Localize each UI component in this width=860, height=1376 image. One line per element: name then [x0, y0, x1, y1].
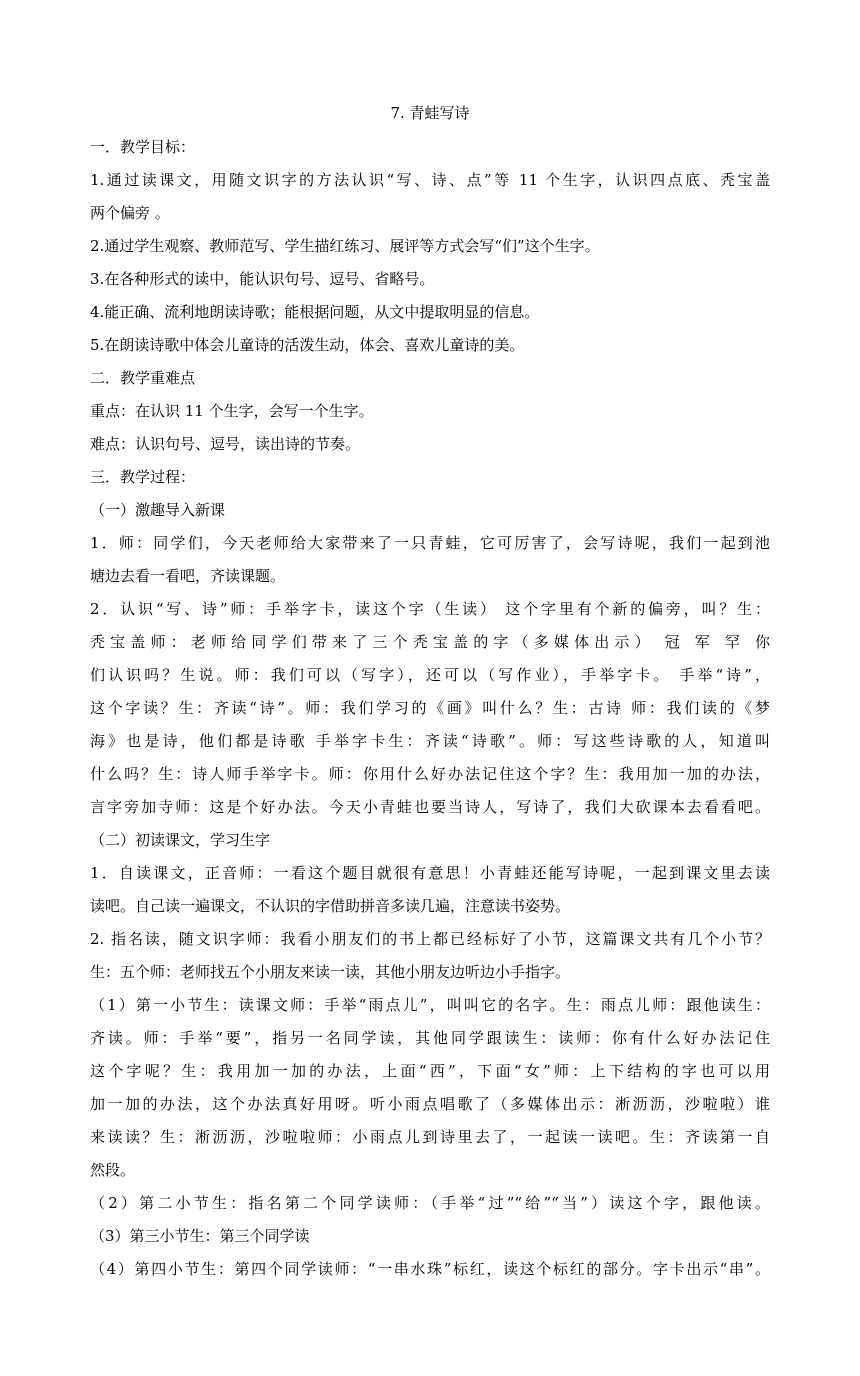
- text-line: 2.通过学生观察、教师范写、学生描红练习、展评等方式会写“们”这个生字。: [90, 237, 600, 255]
- text-line: 然段。: [90, 1161, 136, 1179]
- text-line: 1.通过读课文，用随文识字的方法认识“写、诗、点”等 11 个生字，认识四点底、秃宝盖: [90, 171, 770, 189]
- text-line: 这个字呢？生：我用加一加的办法，上面“西”，下面“女”师：上下结构的字也可以用: [90, 1062, 770, 1080]
- text-line: 加一加的办法，这个办法真好用呀。听小雨点唱歌了（多媒体出示：淅沥沥，沙啦啦）谁: [90, 1095, 770, 1113]
- text-line: 读吧。自己读一遍课文，不认识的字借助拼音多读几遍，注意读书姿势。: [90, 897, 571, 915]
- text-line: 来读读？生：淅沥沥，沙啦啦师：小雨点儿到诗里去了，一起读一读吧。生：齐读第一自: [90, 1128, 770, 1146]
- text-line: 齐读。师：手举“要”，指另一名同学读，其他同学跟读生：读师：你有什么好办法记住: [90, 1029, 770, 1047]
- text-line: 2. 指名读，随文识字师：我看小朋友们的书上都已经标好了小节，这篇课文共有几个小节？: [90, 930, 770, 948]
- text-line: 3.在各种形式的读中，能认识句号、逗号、省略号。: [90, 270, 435, 288]
- text-line: 海》也是诗，他们都是诗歌 手举字卡生：齐读“诗歌”。师：写这些诗歌的人，知道叫: [90, 732, 770, 750]
- text-line: 生：五个师：老师找五个小朋友来读一读，其他小朋友边听边小手指字。: [90, 963, 571, 981]
- text-line: 两个偏旁 。: [90, 204, 170, 222]
- text-line: 5.在朗读诗歌中体会儿童诗的活泼生动，体会、喜欢儿童诗的美。: [90, 336, 525, 354]
- text-line: 什么吗？生：诗人师手举字卡。师：你用什么好办法记住这个字？生：我用加一加的办法，: [90, 765, 770, 783]
- text-line: 秃宝盖师：老师给同学们带来了三个秃宝盖的字（多媒体出示） 冠 军 罕 你: [90, 633, 770, 651]
- text-line: 难点：认识句号、逗号，读出诗的节奏。: [90, 435, 361, 453]
- text-line: 2．认识“写、诗”师：手举字卡，读这个字（生读） 这个字里有个新的偏旁，叫？生：: [90, 600, 770, 618]
- text-line: 1．自读课文，正音师：一看这个题目就很有意思！小青蛙还能写诗呢，一起到课文里去读: [90, 864, 770, 882]
- text-line: 重点：在认识 11 个生字，会写一个生字。: [90, 402, 374, 420]
- text-line: 言字旁加寺师：这是个好办法。今天小青蛙也要当诗人，写诗了，我们大砍课本去看看吧。: [90, 798, 770, 816]
- text-line: 这个字读？生：齐读“诗”。师：我们学习的《画》叫什么？生：古诗 师：我们读的《梦: [90, 699, 770, 717]
- text-line: 二．教学重难点: [90, 369, 196, 387]
- text-line: 们认识吗？生说。师：我们可以（写字），还可以（写作业），手举字卡。 手举“诗”，: [90, 666, 770, 684]
- text-line: 4.能正确、流利地朗读诗歌；能根据问题，从文中提取明显的信息。: [90, 303, 540, 321]
- text-line: （4）第四小节生：第四个同学读师：“一串水珠”标红，读这个标红的部分。字卡出示“串”。: [90, 1260, 770, 1278]
- text-line: （1）第一小节生：读课文师：手举“雨点儿”，叫叫它的名字。生：雨点儿师：跟他读生：: [90, 996, 770, 1014]
- text-line: 塘边去看一看吧，齐读课题。: [90, 567, 286, 585]
- text-line: （3）第三小节生：第三个同学读: [90, 1227, 310, 1245]
- text-line: （一）激趣导入新课: [90, 501, 226, 519]
- text-line: （2）第二小节生：指名第二个同学读师：（手举“过”“给”“当”）读这个字，跟他读。: [90, 1194, 770, 1212]
- text-line: （二）初读课文，学习生字: [90, 831, 271, 849]
- text-line: 一．教学目标：: [90, 138, 196, 156]
- text-line: 1．师：同学们，今天老师给大家带来了一只青蛙，它可厉害了，会写诗呢，我们一起到池: [90, 534, 770, 552]
- text-line: 三．教学过程：: [90, 468, 196, 486]
- document-title: 7. 青蛙写诗: [390, 104, 470, 122]
